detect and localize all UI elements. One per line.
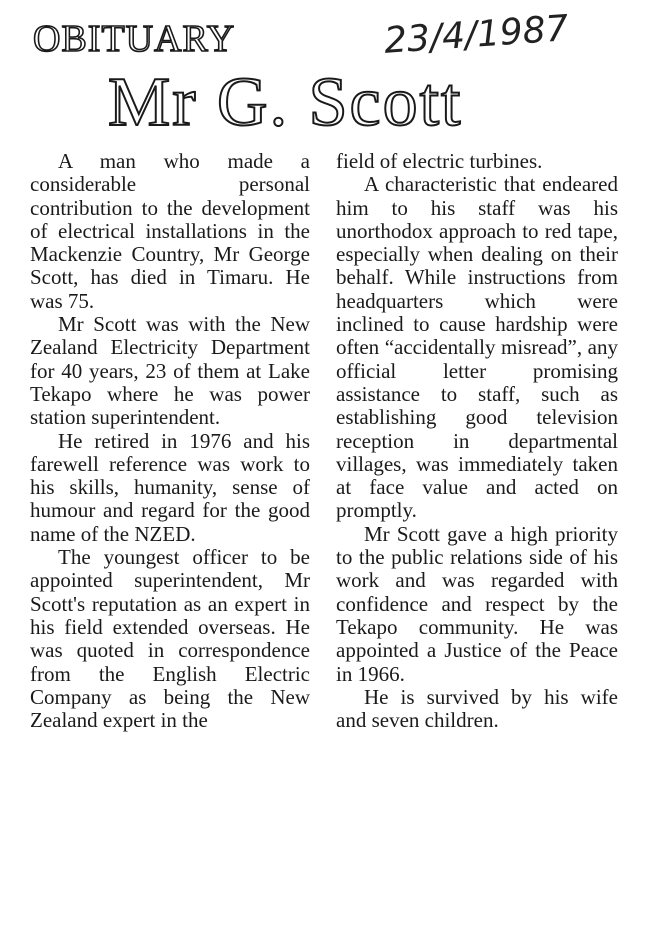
paragraph: Mr Scott was with the New Zealand Electricity Department for 40 years, 23 of them at Lake Tekapo where he was power station superintendent. xyxy=(30,312,310,430)
paragraph: A characteristic that endeared him to his staff was his unorthodox approach to red tape, especially when dealing on their behalf. While instructions from headquarters which were inclined to cause hardship were often “accidentally misread”, any official letter promising assistance to staff, such as establishing good television reception in departmental villages, was immediately taken at face value and acted on promptly. xyxy=(336,172,618,523)
paragraph: He is survived by his wife and seven children. xyxy=(336,684,618,733)
paragraph: Mr Scott gave a high priority to the public relations side of his work and was regarded with confidence and respect by the Tekapo community. He was appointed a Justice of the Peace in 1966. xyxy=(336,521,618,686)
paragraph-continued: field of electric turbines. xyxy=(336,149,543,173)
headline: Mr G. Scott xyxy=(108,64,463,141)
paragraph: The youngest officer to be appointed superintendent, Mr Scott's reputation as an expert in his field extended overseas. He was quoted in correspondence from the English Electric Company as being the New Zealand expert in the xyxy=(30,545,310,733)
left-column xyxy=(30,150,310,732)
section-label: OBITUARY xyxy=(33,18,236,60)
paragraph: A man who made a considerable personal contribution to the development of electrical installations in the Mackenzie Country, Mr George Scott, has died in Timaru. He was 75. xyxy=(30,149,310,313)
right-column xyxy=(336,150,618,732)
paragraph: He retired in 1976 and his farewell reference was work to his skills, humanity, sense of humour and regard for the good name of the NZED. xyxy=(30,428,310,546)
handwritten-date: 23/4/1987 xyxy=(382,8,570,62)
